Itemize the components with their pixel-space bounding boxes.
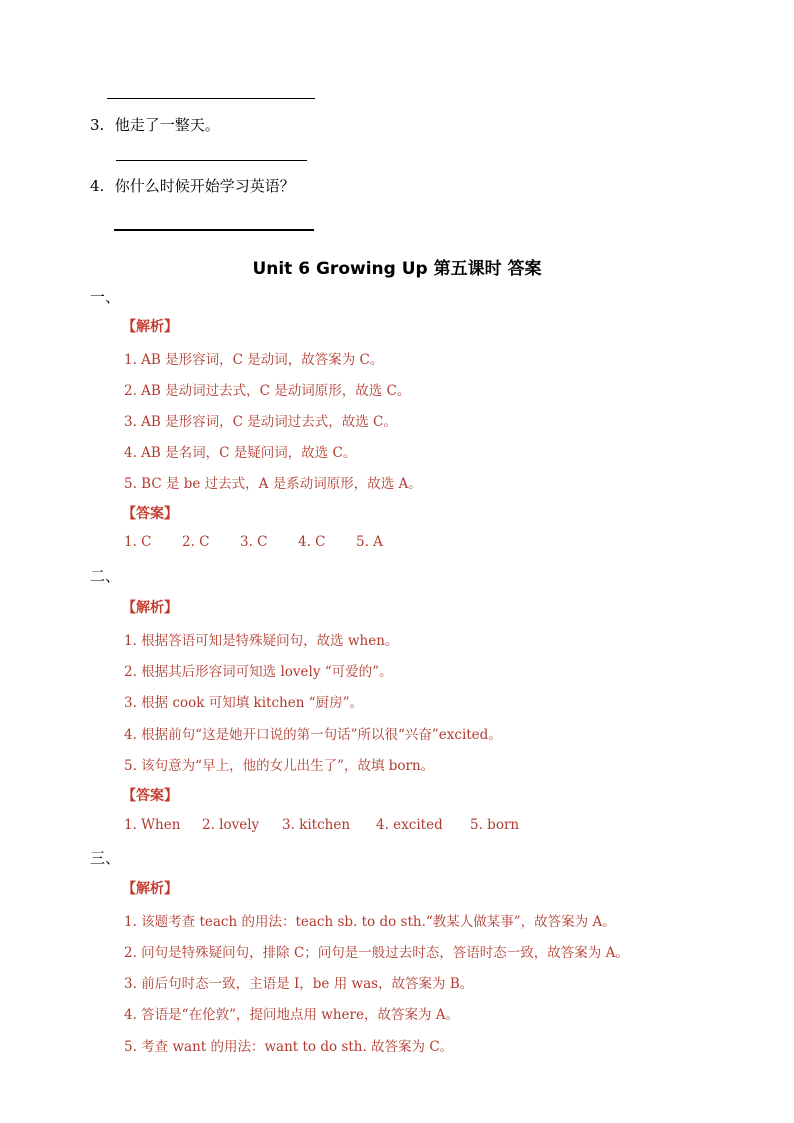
answer-header: 【答案】: [122, 506, 178, 522]
analysis-line: 3. 根据 cook 可知填 kitchen “厨房”。: [124, 695, 363, 711]
section-label: 三、: [90, 849, 121, 867]
analysis-line: 2. 问句是特殊疑问句，排除 C；问句是一般过去时态，答语时态一致，故答案为 A。: [124, 945, 629, 961]
analysis-header: 【解析】: [122, 881, 178, 897]
answer-item: 1. C: [124, 534, 152, 550]
question-4: [90, 175, 295, 196]
answer-item: 2. lovely: [202, 817, 260, 833]
question-3: [90, 114, 220, 135]
answer-item: 3. kitchen: [282, 817, 351, 833]
answer-item: 1. When: [124, 817, 181, 833]
answer-blank-line: [107, 98, 315, 99]
section-label: 一、: [90, 288, 121, 306]
answer-item: 3. C: [240, 534, 268, 550]
answer-header: 【答案】: [122, 788, 178, 804]
analysis-line: 1. 根据答语可知是特殊疑问句，故选 when。: [124, 633, 399, 649]
analysis-line: 2. 根据其后形容词可知选 lovely “可爱的”。: [124, 664, 393, 680]
answer-item: 2. C: [182, 534, 210, 550]
analysis-line: 2. AB 是动词过去式，C 是动词原形，故选 C。: [124, 383, 411, 399]
analysis-line: 5. 考查 want 的用法：want to do sth. 故答案为 C。: [124, 1039, 454, 1055]
analysis-line: 3. AB 是形容词，C 是动词过去式，故选 C。: [124, 414, 397, 430]
analysis-line: 1. AB 是形容词，C 是动词，故答案为 C。: [124, 352, 384, 368]
analysis-line: 4. 答语是“在伦敦”，提问地点用 where，故答案为 A。: [124, 1007, 459, 1023]
answer-item: 4. C: [298, 534, 326, 550]
question-text: 你什么时候开始学习英语？: [114, 177, 295, 195]
answer-item: 4. excited: [376, 817, 443, 833]
section-label: 二、: [90, 567, 121, 585]
answer-blank-line: [114, 229, 314, 231]
analysis-header: 【解析】: [122, 319, 178, 335]
question-text: 他走了一整天。: [114, 116, 220, 134]
analysis-line: 1. 该题考查 teach 的用法：teach sb. to do sth.“教某人做某事”，故答案为 A。: [124, 914, 616, 930]
question-number: 4.: [90, 177, 105, 195]
answer-blank-line: [116, 160, 307, 161]
analysis-line: 5. 该句意为“早上，他的女儿出生了”，故填 born。: [124, 758, 435, 774]
question-number: 3.: [90, 116, 105, 134]
answer-item: 5. A: [356, 534, 383, 550]
analysis-line: 4. AB 是名词，C 是疑问词，故选 C。: [124, 445, 357, 461]
answer-list: [124, 534, 414, 550]
answer-title: Unit 6 Growing Up 第五课时 答案: [252, 259, 542, 279]
answer-item: 5. born: [470, 817, 520, 833]
analysis-header: 【解析】: [122, 600, 178, 616]
analysis-line: 4. 根据前句“这是她开口说的第一句话”所以很“兴奋”excited。: [124, 727, 502, 743]
analysis-line: 3. 前后句时态一致，主语是 I，be 用 was，故答案为 B。: [124, 976, 474, 992]
analysis-line: 5. BC 是 be 过去式，A 是系动词原形，故选 A。: [124, 476, 422, 492]
answer-list: [124, 817, 519, 833]
